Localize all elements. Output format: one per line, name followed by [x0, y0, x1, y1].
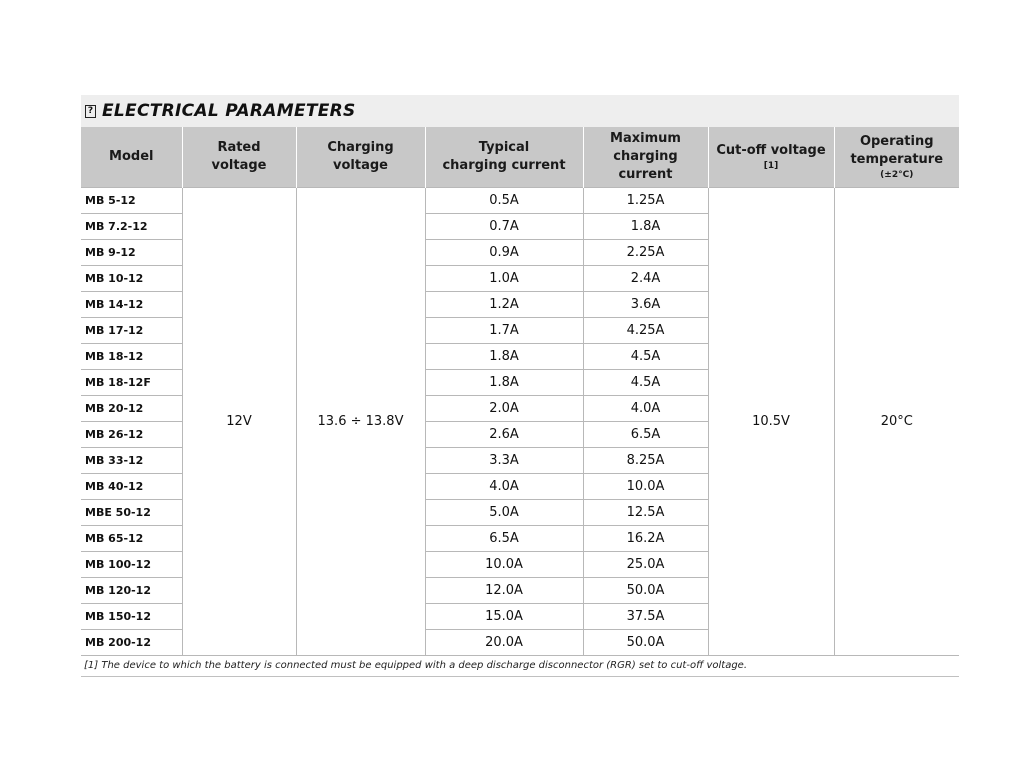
- header-cutoff-voltage: Cut-off voltage [1]: [708, 127, 834, 188]
- typical-current-cell: 15.0A: [425, 604, 583, 630]
- help-icon: ?: [85, 105, 96, 118]
- table-header-row: [81, 127, 959, 188]
- max-current-cell: 6.5A: [583, 422, 708, 448]
- header-model: Model: [81, 127, 182, 188]
- max-current-cell: 8.25A: [583, 448, 708, 474]
- max-current-cell: 1.8A: [583, 214, 708, 240]
- model-cell: MB 200-12: [81, 630, 182, 656]
- parameters-table: [81, 127, 959, 656]
- model-cell: MB 26-12: [81, 422, 182, 448]
- table-body: [81, 188, 959, 656]
- typical-current-cell: 1.8A: [425, 344, 583, 370]
- typical-current-cell: 4.0A: [425, 474, 583, 500]
- footnote: [1] The device to which the battery is connected must be equipped with a deep discharge disconnector (RGR) set to cut-off voltage.: [81, 656, 959, 677]
- max-current-cell: 1.25A: [583, 188, 708, 214]
- max-current-cell: 2.25A: [583, 240, 708, 266]
- max-current-cell: 12.5A: [583, 500, 708, 526]
- header-maximum-charging-current: Maximum charging current: [583, 127, 708, 188]
- charging-voltage-cell: 13.6 ÷ 13.8V: [296, 188, 425, 656]
- model-cell: MB 14-12: [81, 292, 182, 318]
- header-rated-voltage: Rated voltage: [182, 127, 296, 188]
- typical-current-cell: 1.0A: [425, 266, 583, 292]
- header-operating-temperature: Operating temperature (±2°C): [834, 127, 959, 188]
- rated-voltage-cell: 12V: [182, 188, 296, 656]
- typical-current-cell: 0.7A: [425, 214, 583, 240]
- typical-current-cell: 1.8A: [425, 370, 583, 396]
- typical-current-cell: 12.0A: [425, 578, 583, 604]
- model-cell: MB 17-12: [81, 318, 182, 344]
- max-current-cell: 37.5A: [583, 604, 708, 630]
- operating-temperature-cell: 20°C: [834, 188, 959, 656]
- model-cell: MBE 50-12: [81, 500, 182, 526]
- max-current-cell: 50.0A: [583, 578, 708, 604]
- header-charging-voltage: Charging voltage: [296, 127, 425, 188]
- max-current-cell: 10.0A: [583, 474, 708, 500]
- model-cell: MB 18-12F: [81, 370, 182, 396]
- model-cell: MB 100-12: [81, 552, 182, 578]
- typical-current-cell: 2.6A: [425, 422, 583, 448]
- model-cell: MB 65-12: [81, 526, 182, 552]
- typical-current-cell: 2.0A: [425, 396, 583, 422]
- model-cell: MB 7.2-12: [81, 214, 182, 240]
- max-current-cell: 50.0A: [583, 630, 708, 656]
- max-current-cell: 4.25A: [583, 318, 708, 344]
- model-cell: MB 9-12: [81, 240, 182, 266]
- typical-current-cell: 20.0A: [425, 630, 583, 656]
- max-current-cell: 4.5A: [583, 344, 708, 370]
- typical-current-cell: 1.7A: [425, 318, 583, 344]
- model-cell: MB 20-12: [81, 396, 182, 422]
- max-current-cell: 16.2A: [583, 526, 708, 552]
- cutoff-voltage-cell: 10.5V: [708, 188, 834, 656]
- model-cell: MB 120-12: [81, 578, 182, 604]
- section-title: ELECTRICAL PARAMETERS: [102, 101, 356, 121]
- typical-current-cell: 5.0A: [425, 500, 583, 526]
- section-title-bar: [81, 95, 959, 127]
- max-current-cell: 3.6A: [583, 292, 708, 318]
- table-row: [81, 188, 959, 214]
- max-current-cell: 25.0A: [583, 552, 708, 578]
- model-cell: MB 10-12: [81, 266, 182, 292]
- max-current-cell: 2.4A: [583, 266, 708, 292]
- typical-current-cell: 0.9A: [425, 240, 583, 266]
- model-cell: MB 5-12: [81, 188, 182, 214]
- typical-current-cell: 10.0A: [425, 552, 583, 578]
- model-cell: MB 33-12: [81, 448, 182, 474]
- typical-current-cell: 1.2A: [425, 292, 583, 318]
- max-current-cell: 4.5A: [583, 370, 708, 396]
- typical-current-cell: 0.5A: [425, 188, 583, 214]
- model-cell: MB 150-12: [81, 604, 182, 630]
- typical-current-cell: 6.5A: [425, 526, 583, 552]
- typical-current-cell: 3.3A: [425, 448, 583, 474]
- header-typical-charging-current: Typical charging current: [425, 127, 583, 188]
- model-cell: MB 18-12: [81, 344, 182, 370]
- model-cell: MB 40-12: [81, 474, 182, 500]
- electrical-parameters-section: [81, 95, 959, 677]
- max-current-cell: 4.0A: [583, 396, 708, 422]
